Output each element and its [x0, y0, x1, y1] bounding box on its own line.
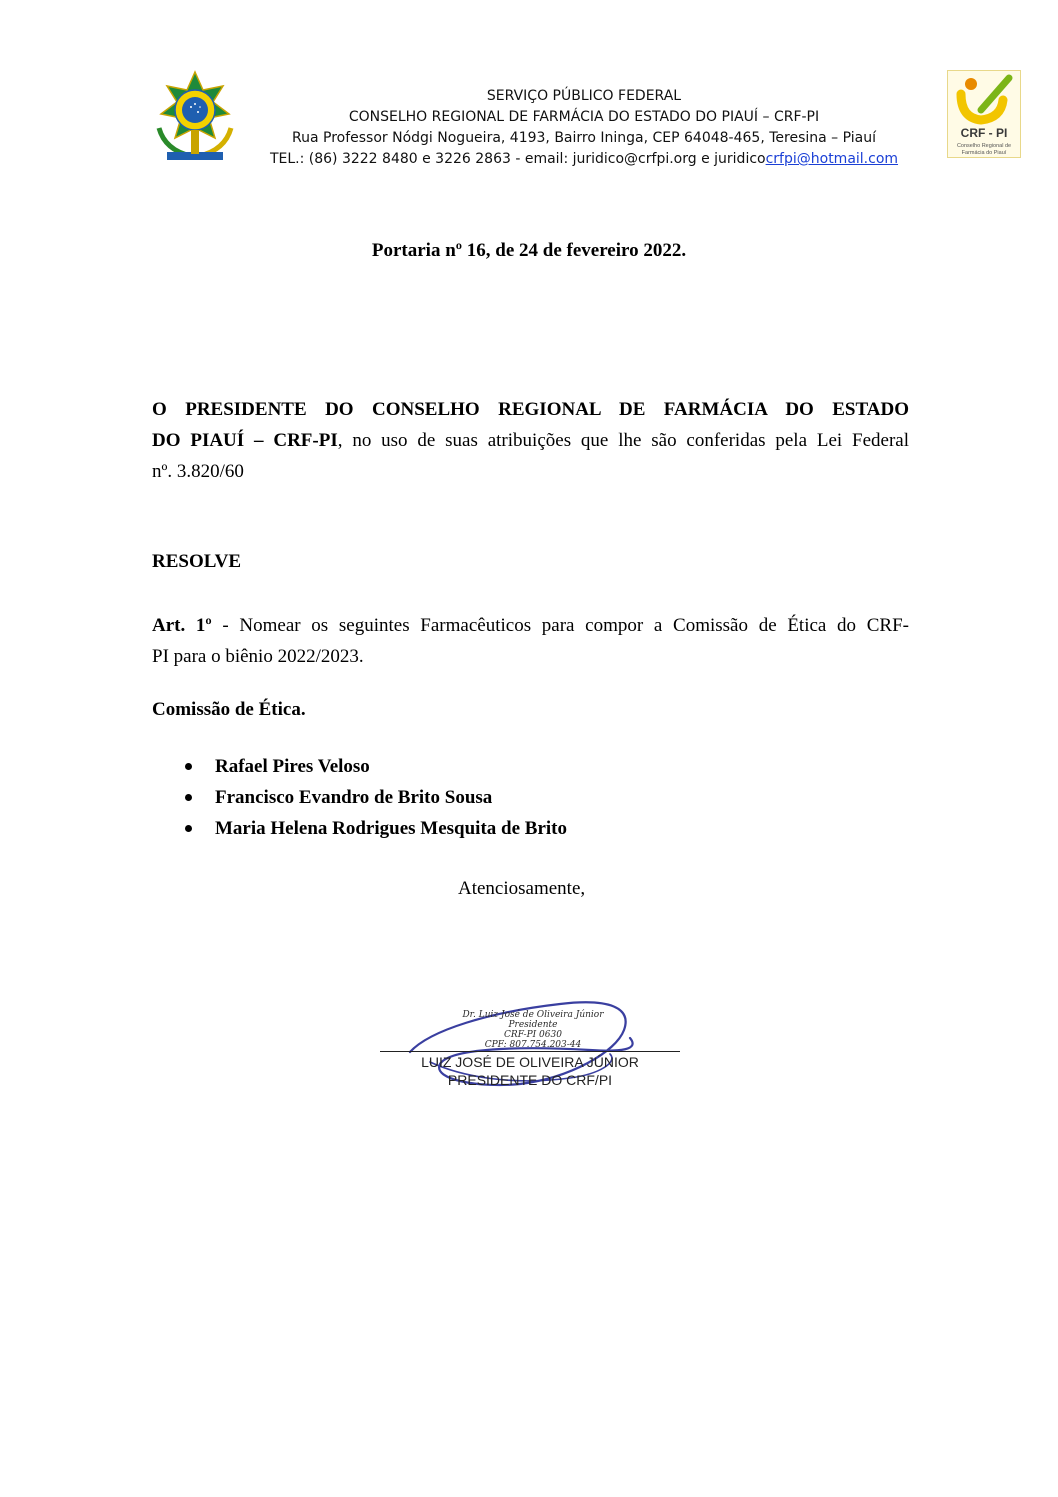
closing-text: Atenciosamente,: [458, 878, 586, 899]
brazil-coat-of-arms-icon: [145, 68, 245, 168]
article-line-2: PI para o biênio 2022/2023.: [152, 646, 364, 667]
letterhead: [0, 0, 1058, 190]
article-line-1-text: - Nomear os seguintes Farmacêuticos para compor a Comissão de Ética do CRF-: [211, 615, 909, 636]
member-name: Rafael Pires Veloso: [215, 756, 370, 777]
header-contact-text: TEL.: (86) 3222 8480 e 3226 2863 - email: juridico@crfpi.org e juridico: [269, 151, 766, 167]
commission-title: Comissão de Ética.: [152, 699, 306, 720]
article-1: [152, 610, 909, 672]
intro-line-2: [152, 425, 909, 456]
signature-line: [380, 1051, 680, 1052]
letterhead-text: [250, 86, 918, 170]
bullet-icon: [185, 763, 192, 770]
intro-rest-2: , no uso de suas atribuições que lhe são conferidas pela Lei Federal: [337, 430, 909, 451]
logo-text: CRF - PI: [960, 126, 1008, 140]
logo-subtext-2: Farmácia do Piauí: [961, 150, 1007, 156]
intro-paragraph: [152, 394, 909, 487]
member-name: Francisco Evandro de Brito Sousa: [215, 787, 493, 808]
article-line-1: [152, 610, 909, 641]
signature-block: [370, 990, 690, 1100]
crf-pi-logo-icon: [947, 70, 1021, 158]
bullet-icon: [185, 794, 192, 801]
signatory-block: [370, 1053, 690, 1089]
list-item: [185, 751, 567, 782]
list-item: [185, 782, 567, 813]
email-link[interactable]: crfpi@hotmail.com: [765, 151, 899, 167]
stamp-line-4: CPF: 807.754.203-44: [484, 1040, 582, 1050]
list-item: [185, 813, 567, 844]
stamp-line-3: CRF-PI 0630: [504, 1030, 562, 1040]
stamp-line-2: Presidente: [508, 1020, 558, 1030]
document-title: Portaria nº 16, de 24 de fevereiro 2022.: [371, 240, 687, 261]
intro-bold-1: O PRESIDENTE DO CONSELHO REGIONAL DE FARMÁCIA DO ESTADO: [152, 399, 909, 420]
bullet-icon: [185, 825, 192, 832]
header-line-4: [250, 149, 918, 170]
intro-line-3: nº. 3.820/60: [152, 461, 244, 482]
header-line-2: CONSELHO REGIONAL DE FARMÁCIA DO ESTADO DO PIAUÍ – CRF-PI: [348, 109, 820, 125]
logo-subtext-1: Conselho Regional de: [956, 143, 1012, 149]
stamp-line-1: Dr. Luiz José de Oliveira Júnior: [462, 1010, 604, 1020]
article-label: Art. 1º: [152, 615, 212, 636]
intro-line-1: [152, 394, 909, 425]
member-list: [185, 751, 567, 844]
signatory-role: PRESIDENTE DO CRF/PI: [447, 1072, 613, 1088]
header-line-1: SERVIÇO PÚBLICO FEDERAL: [486, 88, 682, 104]
intro-bold-2: DO PIAUÍ – CRF-PI: [152, 430, 338, 451]
resolve-heading: RESOLVE: [152, 551, 242, 572]
signatory-name: LUIZ JOSÉ DE OLIVEIRA JÚNIOR: [421, 1054, 639, 1070]
member-name: Maria Helena Rodrigues Mesquita de Brito: [215, 818, 567, 839]
signature-stamp: [438, 1010, 628, 1050]
header-line-3: Rua Professor Nódgi Nogueira, 4193, Bairro Ininga, CEP 64048-465, Teresina – Piauí: [292, 130, 876, 146]
